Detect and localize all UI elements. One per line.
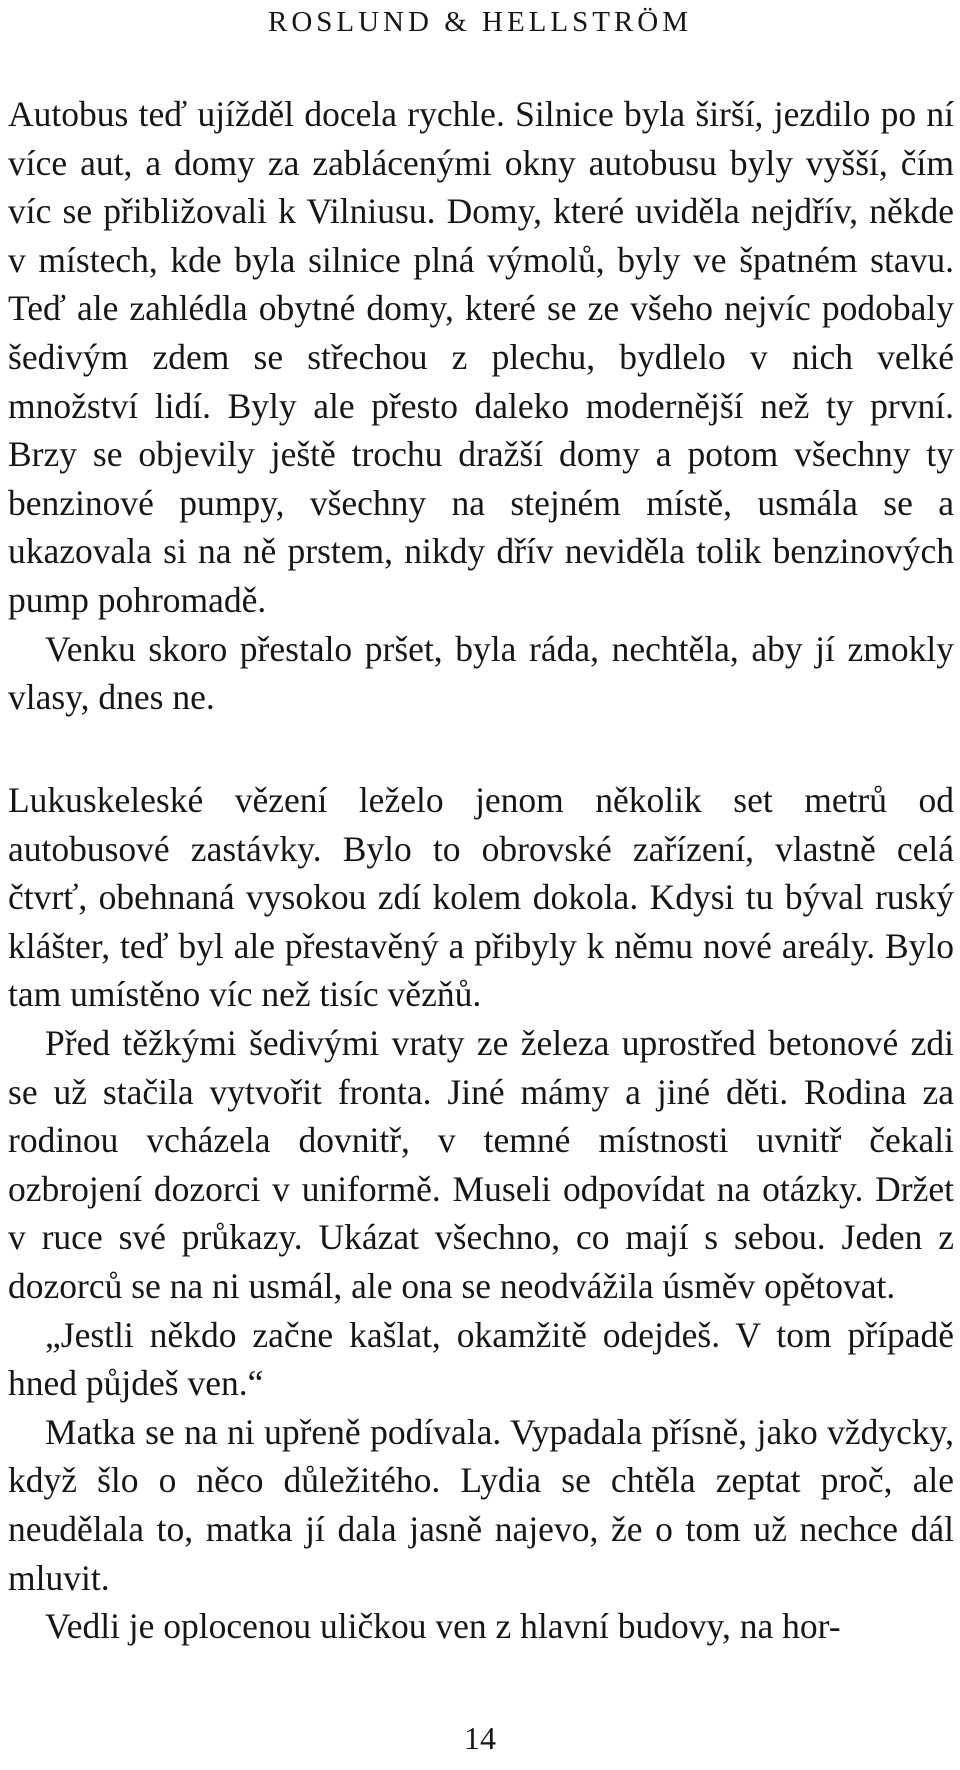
running-header: ROSLUND & HELLSTRÖM [267, 6, 692, 38]
paragraph: Venku skoro přestalo pršet, byla ráda, nechtěla, aby jí zmokly vlasy, dnes ne. [8, 628, 954, 718]
section-one [8, 90, 954, 722]
paragraph: Matka se na ni upřeně podívala. Vypadala přísně, jako vždycky, když šlo o něco důležitého. Lydia se chtěla zeptat proč, ale neudělala to, matka jí dala jasně najevo, že o tom už nechce dál mluvit. [8, 1411, 954, 1598]
paragraph: Autobus teď ujížděl docela rychle. Silnice byla širší, jezdilo po ní více aut, a domy za zablácenými okny autobusu byly vyšší, čím víc se přibližovali k Vilniusu. Domy, které uviděla nejdřív, někde v místech, kde byla silnice plná výmolů, byly ve špatném stavu. Teď ale zahlédla obytné domy, které se ze všeho nejvíc podobaly šedivým zdem se střechou z plechu, bydlelo v nich velké množství lidí. Byly ale přesto daleko modernější než ty první. Brzy se objevily ještě trochu dražší domy a potom všechny ty benzinové pumpy, všechny na stejném místě, usmála se a ukazovala si na ně prstem, nikdy dřív neviděla tolik benzinových pump pohromadě. [8, 94, 954, 620]
paragraph: Vedli je oplocenou uličkou ven z hlavní budovy, na hor- [45, 1606, 841, 1647]
dialogue-paragraph: „Jestli někdo začne kašlat, okamžitě odejdeš. V tom případě hned půjdeš ven.“ [8, 1314, 954, 1404]
section-two [8, 776, 954, 1651]
paragraph: Před těžkými šedivými vraty ze železa uprostřed betonové zdi se už stačila vytvořit fronta. Jiné mámy a jiné děti. Rodina za rodinou vcházela dovnitř, v temné místnosti uvnitř čekali ozbrojení dozorci v uniformě. Museli odpovídat na otázky. Držet v ruce své průkazy. Ukázat všechno, co mají s sebou. Jeden z dozorců se na ni usmál, ale ona se neodvážila úsměv opětovat. [8, 1022, 954, 1306]
page-number: 14 [464, 1720, 496, 1756]
paragraph: Lukuskeleské vězení leželo jenom několik set metrů od autobusové zastávky. Bylo to obrovské zařízení, vlastně celá čtvrť, obehnaná vysokou zdí kolem dokola. Kdysi tu býval ruský klášter, teď byl ale přestavěný a přibyly k němu nové areály. Bylo tam umístěno víc než tisíc vězňů. [8, 780, 954, 1015]
